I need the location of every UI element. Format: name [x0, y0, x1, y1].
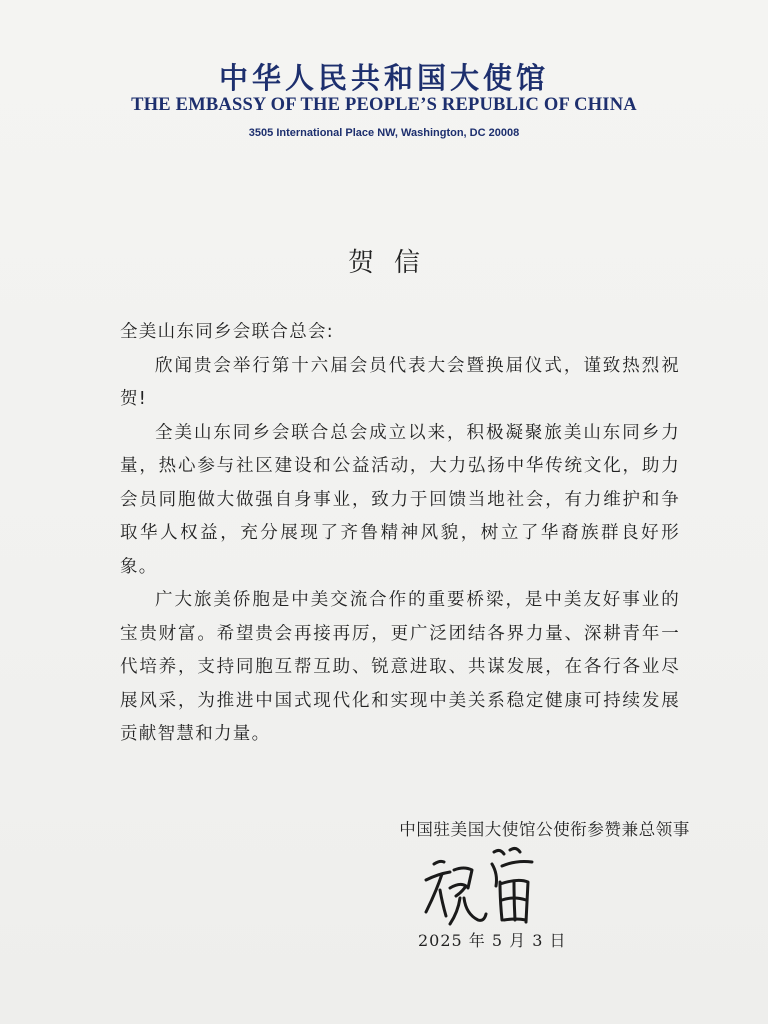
paragraph-3: 广大旅美侨胞是中美交流合作的重要桥梁，是中美友好事业的宝贵财富。希望贵会再接再厉，更广泛团结各界力量、深耕青年一代培养，支持同胞互帮互助、锐意进取、共谋发展，在各行各业尽展风采，为推进中国式现代化和实现中美关系稳定健康可持续发展贡献智慧和力量。 — [120, 590, 680, 744]
salutation: 全美山东同乡会联合总会: — [120, 322, 334, 342]
handwritten-signature — [420, 842, 550, 932]
paragraph-1: 欣闻贵会举行第十六届会员代表大会暨换届仪式，谨致热烈祝贺! — [120, 355, 680, 409]
letterhead-address: 3505 International Place NW, Washington, DC 20008 — [248, 127, 520, 139]
signer-title: 中国驻美国大使馆公使衔参赞兼总领事 — [399, 820, 690, 839]
letter-title: 贺信 — [347, 248, 440, 278]
paragraph-2: 全美山东同乡会联合总会成立以来，积极凝聚旅美山东同乡力量，热心参与社区建设和公益活动，大力弘扬中华传统文化，助力会员同胞做大做强自身事业，致力于回馈当地社会，有力维护和争取华人权益，充分展现了齐鲁精神风貌，树立了华裔族群良好形象。 — [120, 422, 680, 577]
letter-date: 2025 年 5 月 3 日 — [418, 931, 567, 950]
letterhead-chinese-name: 中华人民共和国大使馆 — [218, 61, 549, 95]
letter-body — [120, 316, 680, 752]
letterhead-english-name: THE EMBASSY OF THE PEOPLE’S REPUBLIC OF CHINA — [131, 95, 637, 115]
